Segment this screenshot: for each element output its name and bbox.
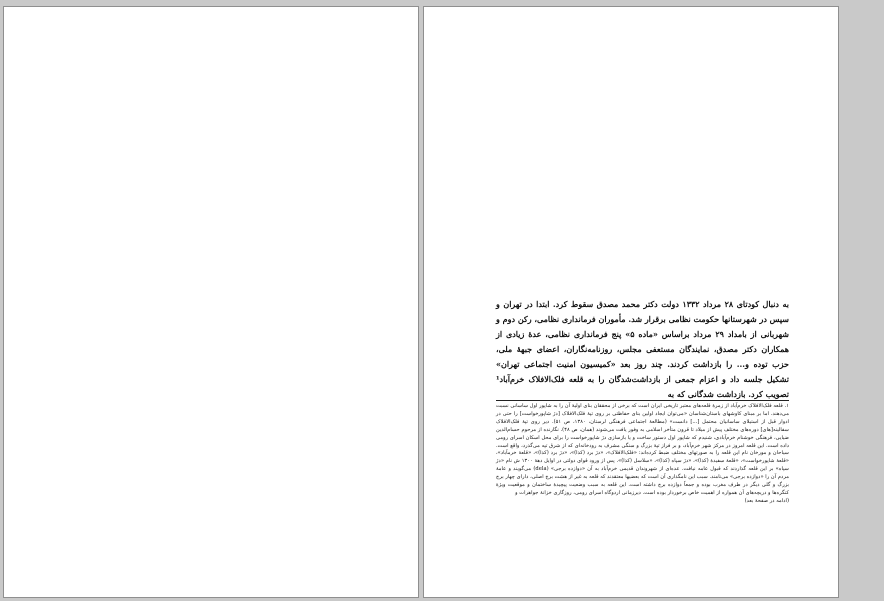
- body-paragraph: به دنبال کودتای ۲۸ مرداد ۱۳۳۲ دولت دکتر محمد مصدق سقوط کرد. ابتدا در تهران و سپس در شهرستانها حکومت نظامی برقرار شد. مأموران فرمانداری نظامی، رکن دوم و شهربانی از بامداد ۲۹ مرداد براساس «ماده ۵» پنج فرمانداری نظامی، عدهٔ زیادی از همکاران دکتر مصدق، نمایندگان مستعفی مجلس، روزنامه‌نگاران، اعضای جبههٔ ملی، حزب توده و... را بازداشت کردند. چند روز بعد «کمیسیون امنیت اجتماعی تهران» تشکیل جلسه داد و اعزام جمعی از بازداشت‌شدگان را به قلعه فلک‌الافلاک خرم‌آباد¹ تصویب کرد. بازداشت شدگانی که به: [496, 299, 789, 399]
- footnote-separator: [496, 400, 789, 401]
- footnote-continuation: (ادامه در صفحهٔ بعد): [744, 497, 789, 504]
- footnotes: [496, 403, 789, 506]
- footnote-1: ۱. قلعه فلک‌الافلاک خرم‌آباد از زمرهٔ قلعه‌های معتبر تاریخی ایران است که برخی از محققان بنای اولیهٔ آن را به شاپور اول ساسانی نسبت می‌دهند. اما بر مبنای کاوشهای باستان‌شناسان «می‌توان ایجاد اولین بنای حفاظتی بر روی تپهٔ فلک‌الافلاک [دژ شاپورخواست] را حتی در ادوار قبل از استیلای ساسانیان محتمل [...] دانست» (مطالعهٔ اجتماعی فرهنگی لرستان، ۱۳۸۰، ص ۵۱). دیر روی تپهٔ فلک‌الافلاک سفالینه[های] دوره‌های مختلف پیش از میلاد تا قرون متأخر اسلامی به وفور یافت می‌شوند (همان، ص ۴۸). نگارنده از مرحوم حسام‌الدین ضیایی، فرهنگی خوشنام خرم‌آبادی، شنیدم که شاپور اول دستور ساخت و یا بازسازی دژ شاپورخواست را برای محل اسکان اسرای رومی داده است. این قلعه امروز در مرکز شهر خرم‌آباد، و بر فراز تپهٔ بزرگ و سنگی مشرف به رودخانه‌ای که از شرق تپه می‌گذرد، واقع است. سیاحان و مورخان نام این قلعه را به صورتهای مختلف ضبط کرده‌اند: «فلک‌الافلاک»، «دژ برد (کذا)»، «دژ برد (کذا)»، «قلعهٔ خرمآباد»، «قلعهٔ شاپورخواست»، «قلعهٔ سفیدهٔ (کذا)»، «دژ سپاه (کذا)»، «سلاسل (کذا)». پس از ورود قوای دولتی در اوایل دههٔ ۱۳۰۰ ش نام «دژ سپاه» بر این قلعه گذاردند که قبول عامه نیافت. عده‌ای از شهروندان قدیمی خرم‌آباد به آن «دوازده برجی» (dela) می‌گویند و عامهٔ مردم آن را «دوازده برجی» می‌نامند. سبب این نامگذاری آن است که بعضیها معتقدند که قلعه به غیر از هشت برج اصلی، دارای چهار برج بزرگ و گلی دیگر در طرف مغرب بوده و جمعاً دوازده برج داشته است. این قلعه به سبب وضعیت پیچیدهٔ ساختمان و موقعیت ویژهٔ کنگره‌ها و دریچه‌های آن همواره از اهمیت خاص برخوردار بوده است. دیرزمانی اردوگاه اسرای رومی، روزگاری خزانهٔ جواهرات و: [496, 403, 789, 496]
- right-page: [423, 6, 839, 598]
- left-page: [3, 6, 419, 598]
